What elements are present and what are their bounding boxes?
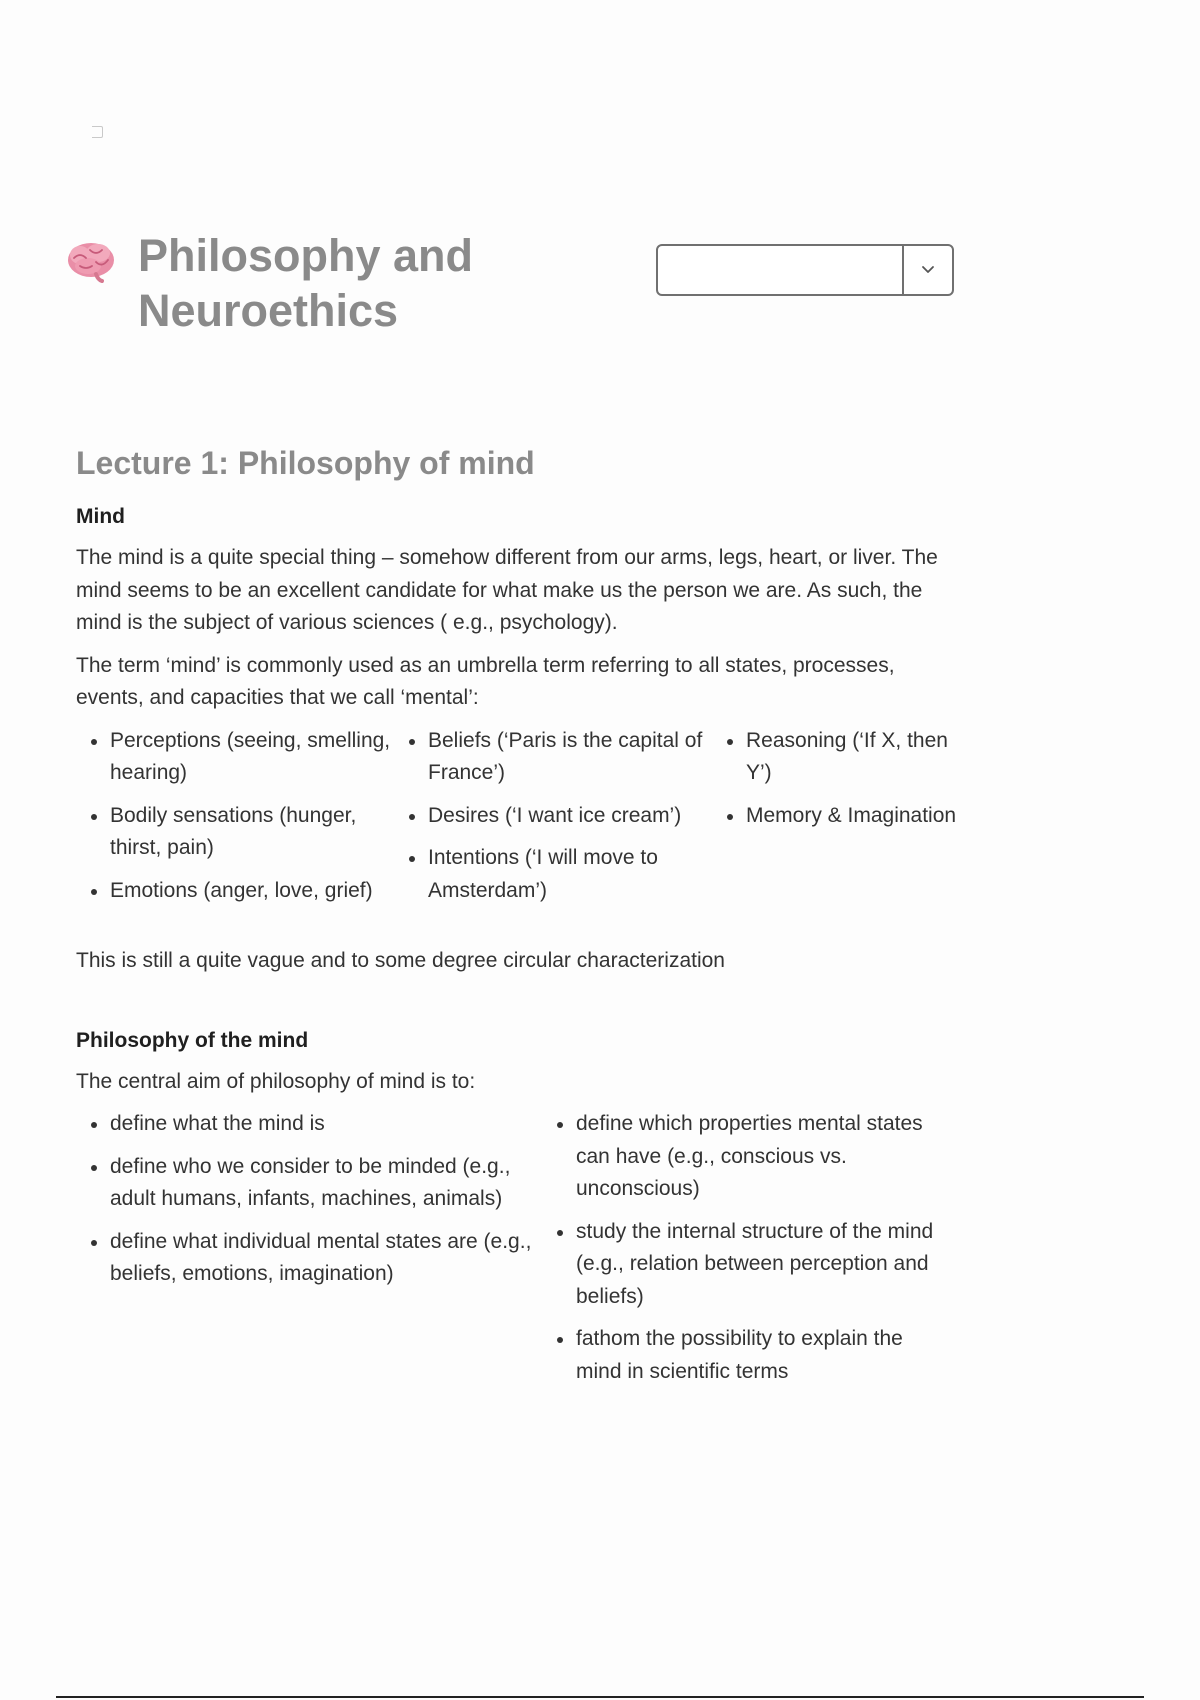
list-item: Intentions (‘I will move to Amsterdam’) xyxy=(408,842,712,907)
mind-paragraph-2: The term ‘mind’ is commonly used as an umbrella term referring to all states, processes, events, and capacities that we call ‘mental’: xyxy=(76,653,895,709)
page-title: Philosophy and Neuroethics xyxy=(138,230,474,336)
list-item: Perceptions (seeing, smelling, hearing) xyxy=(90,725,394,790)
page-header xyxy=(66,228,518,338)
philosophy-aims-list xyxy=(76,1108,966,1398)
list-item: study the internal structure of the mind (e.g., relation between perception and beliefs) xyxy=(556,1216,944,1314)
chevron-down-icon xyxy=(921,265,935,275)
list-item: Memory & Imagination xyxy=(726,800,966,833)
list-item: Reasoning (‘If X, then Y’) xyxy=(726,725,966,790)
section-heading: Lecture 1: Philosophy of mind xyxy=(76,445,535,481)
page-divider xyxy=(56,1696,1144,1698)
aims-column-2 xyxy=(542,1108,944,1398)
list-item: Emotions (anger, love, grief) xyxy=(90,875,394,908)
list-item: define who we consider to be minded (e.g., adult humans, infants, machines, animals) xyxy=(90,1151,542,1216)
mental-states-column-2 xyxy=(394,725,712,918)
list-item: Desires (‘I want ice cream’) xyxy=(408,800,712,833)
list-item: define what the mind is xyxy=(90,1108,542,1141)
mental-states-column-1 xyxy=(76,725,394,918)
mind-heading: Mind xyxy=(76,505,125,528)
brain-icon xyxy=(66,238,116,284)
aims-column-1 xyxy=(76,1108,542,1398)
list-item: define which properties mental states can have (e.g., conscious vs. unconscious) xyxy=(556,1108,944,1206)
mental-states-list xyxy=(76,725,966,918)
list-item: fathom the possibility to explain the mind in scientific terms xyxy=(556,1323,944,1388)
list-item: Bodily sensations (hunger, thirst, pain) xyxy=(90,800,394,865)
philosophy-heading: Philosophy of the mind xyxy=(76,1028,309,1052)
mind-paragraph-1: The mind is a quite special thing – somehow different from our arms, legs, heart, or liver. The mind seems to be an excellent candidate for what make us the person we are. As such, the mind is the subject of various sciences ( e.g., psychology). xyxy=(76,546,938,634)
page-select-dropdown[interactable] xyxy=(656,244,954,296)
list-item: define what individual mental states are (e.g., beliefs, emotions, imagination) xyxy=(90,1226,542,1291)
mind-note: This is still a quite vague and to some degree circular characterization xyxy=(76,949,725,972)
dropdown-toggle[interactable] xyxy=(902,246,952,294)
corner-mark-icon xyxy=(92,126,103,138)
list-item: Beliefs (‘Paris is the capital of France’) xyxy=(408,725,712,790)
philosophy-intro: The central aim of philosophy of mind is to: xyxy=(76,1069,476,1093)
document-body xyxy=(76,440,966,1408)
mental-states-column-3 xyxy=(712,725,966,918)
